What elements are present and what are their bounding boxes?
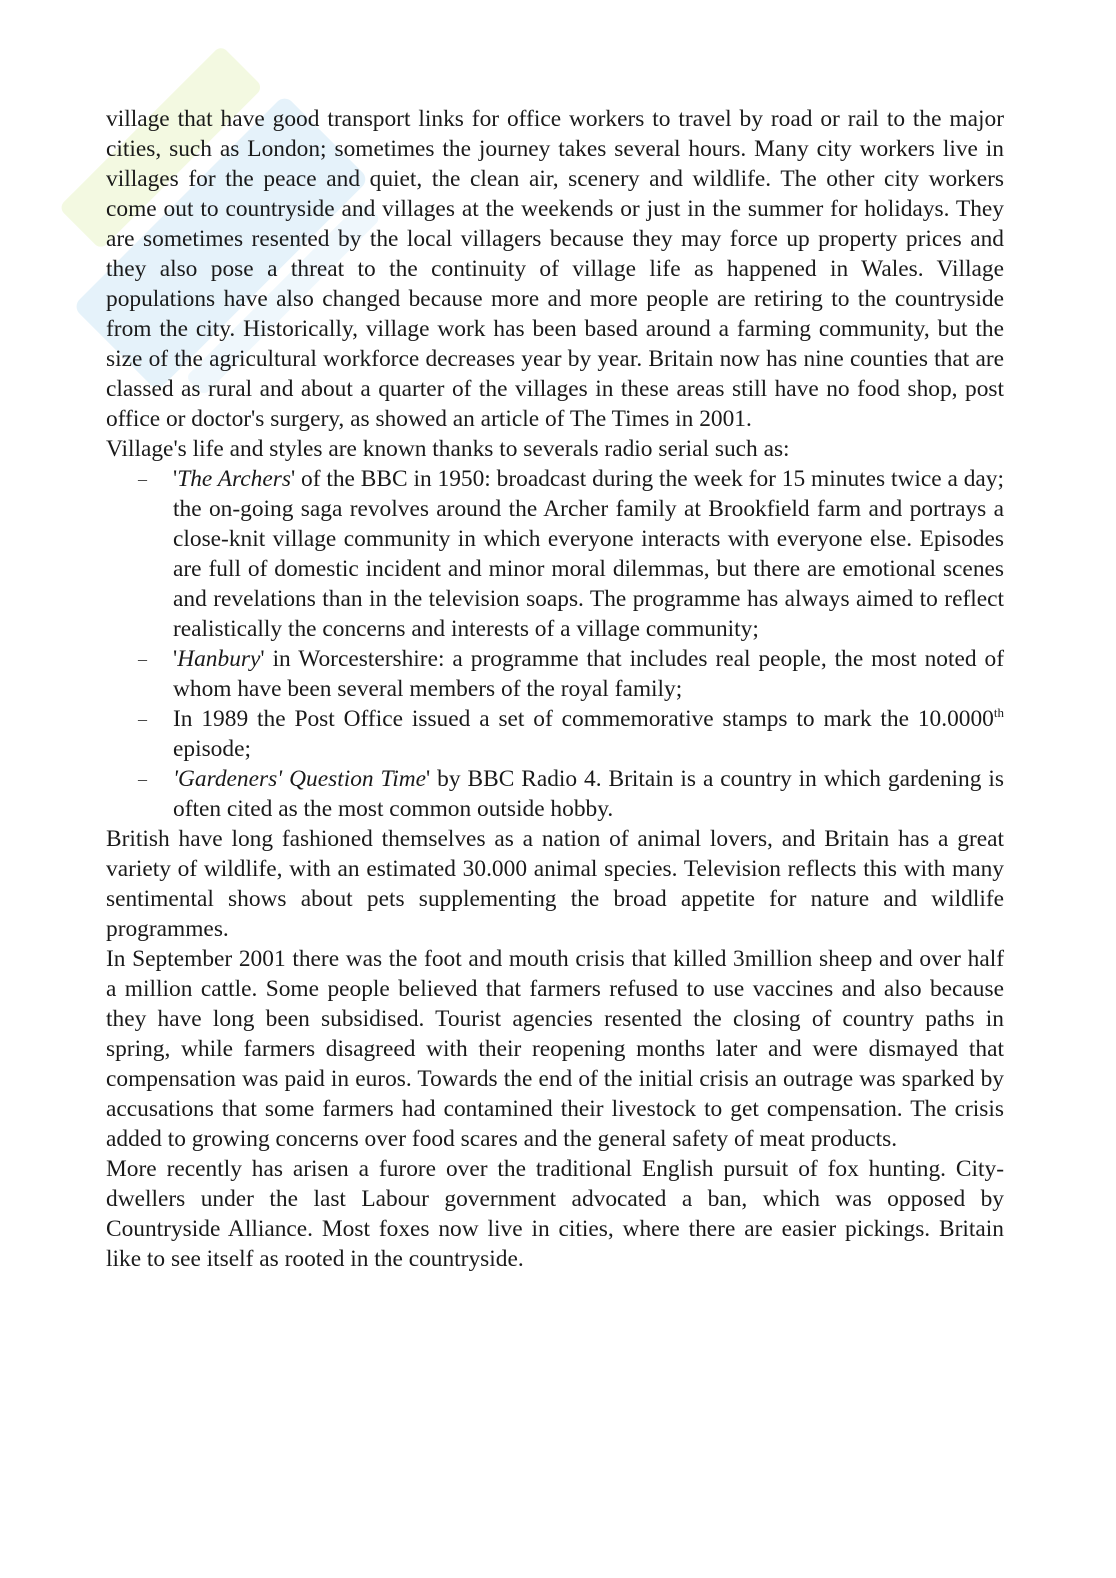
- paragraph-village-commuters: village that have good transport links for office workers to travel by road or rail to the major cities, such as London; sometimes the journey takes several hours. Many city workers live in villages for the peace and quiet, the clean air, scenery and wildlife. The other city workers come out to countryside and villages at the weekends or just in the summer for holidays. They are sometimes resented by the local villagers because they may force up property prices and they also pose a threat to the continuity of village life as happened in Wales. Village populations have also changed because more and more people are retiring to the countryside from the city. Historically, village work has been based around a farming community, but the size of the agricultural workforce decreases year by year. Britain now has nine counties that are classed as rural and about a quarter of the villages in these areas still have no food shop, post office or doctor's surgery, as showed an article of The Times in 2001.: [106, 106, 1004, 432]
- list-item: – In 1989 the Post Office issued a set of commemorative stamps to mark the 10.0000th episode;: [138, 705, 1004, 762]
- serial-title: Hanbury: [177, 646, 261, 672]
- serial-title: 'Gardeners' Question Time: [173, 766, 427, 792]
- paragraph-animal-lovers: British have long fashioned themselves as a nation of animal lovers, and Britain has a great variety of wildlife, with an estimated 30.000 animal species. Television reflects this with many sentimental shows about pets supplementing the broad appetite for nature and wildlife programmes.: [106, 826, 1004, 942]
- dash-bullet-icon: –: [138, 769, 147, 789]
- list-item: – 'Gardeners' Question Time' by BBC Radio 4. Britain is a country in which gardening is often cited as the most common outside hobby.: [138, 766, 1004, 822]
- radio-serials-list: [106, 464, 1004, 824]
- list-item: – 'Hanbury' in Worcestershire: a programme that includes real people, the most noted of whom have been several members of the royal family;: [138, 646, 1004, 702]
- list-item: – 'The Archers' of the BBC in 1950: broadcast during the week for 15 minutes twice a day; the on-going saga revolves around the Archer family at Brookfield farm and portrays a close-knit village community in which everyone interacts with everyone else. Episodes are full of domestic incident and minor moral dilemmas, but there are emotional scenes and revelations than in the television soaps. The programme has always aimed to reflect realistically the concerns and interests of a village community;: [138, 466, 1004, 642]
- paragraph-foot-and-mouth: In September 2001 there was the foot and mouth crisis that killed 3million sheep and over half a million cattle. Some people believed that farmers refused to use vaccines and also because they have long been subsidised. Tourist agencies resented the closing of country paths in spring, while farmers disagreed with their reopening months later and were dismayed that compensation was paid in euros. Towards the end of the initial crisis an outrage was sparked by accusations that some farmers had contamined their livestock to get compensation. The crisis added to growing concerns over food scares and the general safety of meat products.: [106, 946, 1004, 1152]
- superscript: th: [993, 705, 1004, 721]
- document-body: [106, 104, 1004, 1274]
- paragraph-radio-serials-intro: Village's life and styles are known thanks to severals radio serial such as:: [106, 436, 790, 462]
- dash-bullet-icon: –: [138, 649, 147, 669]
- dash-bullet-icon: –: [138, 709, 147, 729]
- paragraph-fox-hunting: More recently has arisen a furore over the traditional English pursuit of fox hunting. City-dwellers under the last Labour government advocated a ban, which was opposed by Countryside Alliance. Most foxes now live in cities, where there are easier pickings. Britain like to see itself as rooted in the countryside.: [106, 1156, 1004, 1272]
- dash-bullet-icon: –: [138, 469, 147, 489]
- serial-title: The Archers: [177, 466, 291, 492]
